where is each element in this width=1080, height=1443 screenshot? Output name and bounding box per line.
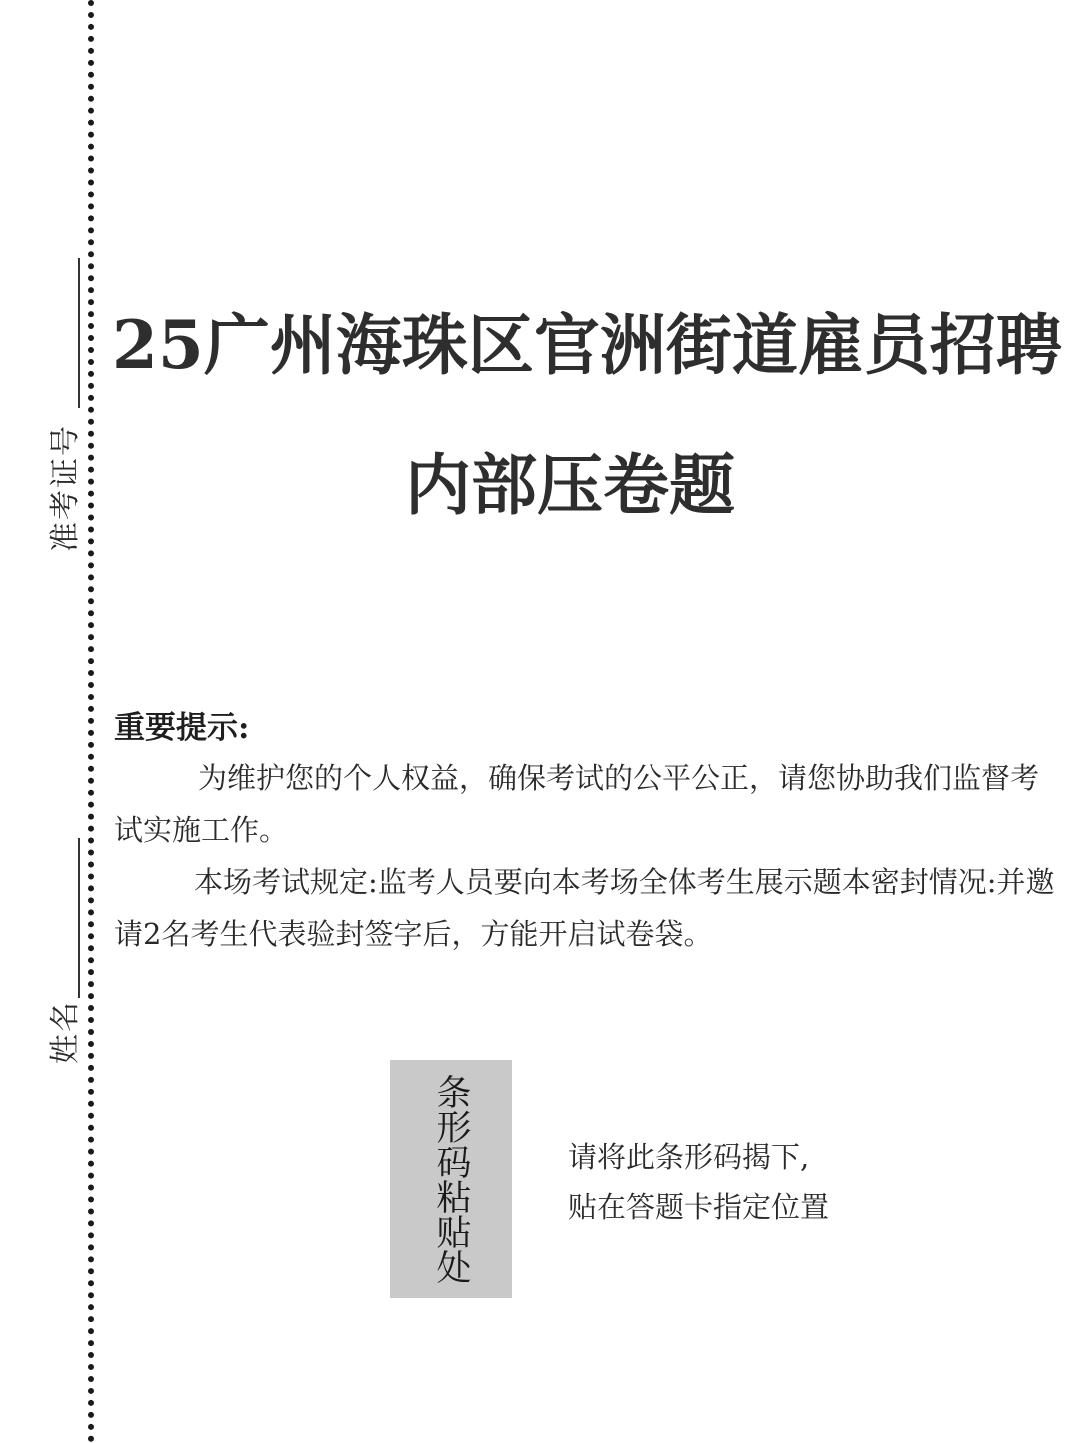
barcode-label: 条形码粘贴处 — [431, 1074, 471, 1284]
notice-paragraph-2: 本场考试规定:监考人员要向本考场全体考生展示题本密封情况:并邀请2名考生代表验封签字后，方能开启试卷袋。 — [114, 865, 1055, 951]
name-label: 姓名 — [48, 1000, 83, 1064]
notice-heading: 重要提示: — [114, 710, 250, 746]
barcode-instruction-line2: 贴在答题卡指定位置 — [568, 1190, 830, 1224]
seal-dotted-line — [88, 0, 94, 1443]
exam-number-label: 准考证号 — [48, 424, 83, 552]
name-underline — [78, 838, 80, 998]
notice-paragraph-1: 为维护您的个人权益，确保考试的公平公正，请您协助我们监督考试实施工作。 — [114, 761, 1040, 847]
exam-number-underline — [78, 258, 80, 408]
page-title-line2: 内部压卷题 — [405, 446, 735, 524]
page-title-line1: 25广州海珠区官洲街道雇员招聘 — [112, 306, 1062, 384]
barcode-instructions — [568, 1132, 829, 1232]
barcode-placeholder — [390, 1060, 512, 1298]
barcode-instruction-line1: 请将此条形码揭下, — [568, 1140, 810, 1174]
